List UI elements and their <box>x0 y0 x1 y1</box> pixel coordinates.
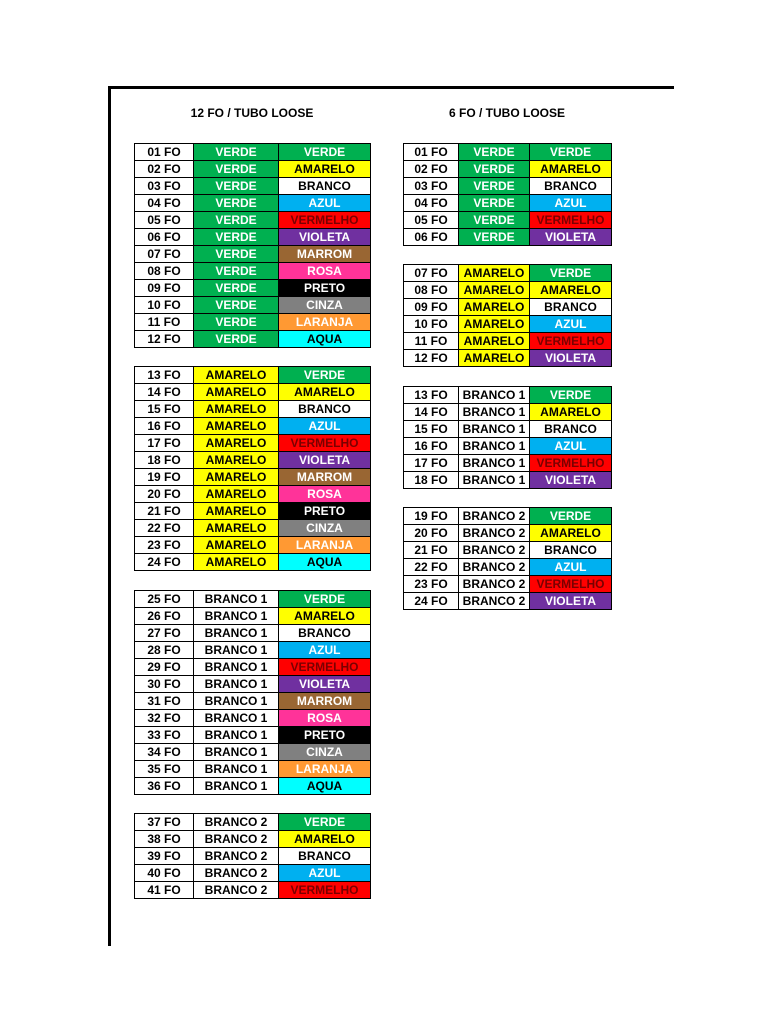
table-row <box>135 864 371 881</box>
table-row <box>404 212 612 229</box>
tube-color-cell: VERDE <box>194 144 279 161</box>
fiber-group-3 <box>134 590 371 795</box>
table-row <box>135 692 371 709</box>
fiber-color-cell: AZUL <box>279 418 371 435</box>
table-row <box>404 161 612 178</box>
table-row <box>404 420 612 437</box>
tube-color-cell: BRANCO 2 <box>194 881 279 898</box>
table-row <box>135 520 371 537</box>
tube-color-cell: AMARELO <box>194 554 279 571</box>
tube-color-cell: BRANCO 1 <box>194 658 279 675</box>
table-row <box>135 760 371 777</box>
fiber-color-cell: VERMELHO <box>279 658 371 675</box>
table-row <box>135 367 371 384</box>
fiber-color-cell: VERMELHO <box>530 333 612 350</box>
tube-color-cell: VERDE <box>459 161 530 178</box>
tube-color-cell: BRANCO 1 <box>194 760 279 777</box>
table-row <box>404 592 612 609</box>
table-row <box>135 229 371 246</box>
fiber-color-cell: VERMELHO <box>530 454 612 471</box>
table-row <box>135 435 371 452</box>
tube-color-cell: BRANCO 1 <box>194 624 279 641</box>
fiber-number-cell: 11 FO <box>135 314 194 331</box>
fiber-number-cell: 02 FO <box>135 161 194 178</box>
fiber-number-cell: 01 FO <box>404 144 459 161</box>
table-row <box>135 469 371 486</box>
table-row <box>404 454 612 471</box>
fiber-number-cell: 11 FO <box>404 333 459 350</box>
table-row <box>404 350 612 367</box>
heading-6fo: 6 FO / TUBO LOOSE <box>448 106 565 120</box>
fiber-color-cell: CINZA <box>279 297 371 314</box>
tube-color-cell: VERDE <box>194 263 279 280</box>
fiber-color-cell: MARROM <box>279 469 371 486</box>
table-row <box>135 384 371 401</box>
tube-color-cell: AMARELO <box>194 452 279 469</box>
fiber-color-cell: VERDE <box>279 813 371 830</box>
fiber-color-cell: VIOLETA <box>530 471 612 488</box>
fiber-color-cell: ROSA <box>279 709 371 726</box>
fiber-number-cell: 34 FO <box>135 743 194 760</box>
fiber-color-cell: BRANCO <box>530 420 612 437</box>
fiber-color-cell: VERMELHO <box>279 435 371 452</box>
fiber-color-cell: VERDE <box>530 265 612 282</box>
tube-color-cell: VERDE <box>194 331 279 348</box>
table-row <box>135 709 371 726</box>
fiber-number-cell: 31 FO <box>135 692 194 709</box>
tube-color-cell: VERDE <box>194 246 279 263</box>
fiber-number-cell: 17 FO <box>404 454 459 471</box>
tube-color-cell: BRANCO 1 <box>459 471 530 488</box>
fiber-number-cell: 07 FO <box>404 265 459 282</box>
table-row <box>404 558 612 575</box>
fiber-group-1 <box>134 143 371 348</box>
fiber-color-cell: VERDE <box>530 144 612 161</box>
fiber-color-cell: VIOLETA <box>530 592 612 609</box>
tube-color-cell: AMARELO <box>194 503 279 520</box>
table-row <box>135 624 371 641</box>
tube-color-cell: VERDE <box>194 297 279 314</box>
tube-color-cell: BRANCO 1 <box>194 641 279 658</box>
fiber-number-cell: 16 FO <box>404 437 459 454</box>
tube-color-cell: BRANCO 2 <box>194 847 279 864</box>
fiber-number-cell: 24 FO <box>135 554 194 571</box>
fiber-color-cell: MARROM <box>279 692 371 709</box>
fiber-number-cell: 08 FO <box>404 282 459 299</box>
fiber-color-cell: PRETO <box>279 503 371 520</box>
fiber-number-cell: 04 FO <box>404 195 459 212</box>
fiber-group-2 <box>134 366 371 571</box>
table-row <box>135 144 371 161</box>
fiber-color-cell: BRANCO <box>530 299 612 316</box>
fiber-color-cell: VERDE <box>530 386 612 403</box>
fiber-color-cell: AMARELO <box>530 161 612 178</box>
fiber-color-cell: AZUL <box>530 437 612 454</box>
tube-color-cell: VERDE <box>459 229 530 246</box>
fiber-color-cell: LARANJA <box>279 760 371 777</box>
tube-color-cell: AMARELO <box>194 401 279 418</box>
fiber-color-cell: BRANCO <box>279 624 371 641</box>
fiber-number-cell: 29 FO <box>135 658 194 675</box>
table-row <box>135 178 371 195</box>
fiber-color-cell: VERMELHO <box>530 212 612 229</box>
tube-color-cell: AMARELO <box>459 282 530 299</box>
fiber-number-cell: 24 FO <box>404 592 459 609</box>
table-row <box>404 178 612 195</box>
fiber-number-cell: 23 FO <box>404 575 459 592</box>
fiber-number-cell: 10 FO <box>404 316 459 333</box>
fiber-number-cell: 10 FO <box>135 297 194 314</box>
table-row <box>135 813 371 830</box>
fiber-color-cell: VERDE <box>279 144 371 161</box>
tube-color-cell: AMARELO <box>459 265 530 282</box>
fiber-number-cell: 17 FO <box>135 435 194 452</box>
fiber-number-cell: 25 FO <box>135 590 194 607</box>
tube-color-cell: AMARELO <box>194 486 279 503</box>
fiber-number-cell: 39 FO <box>135 847 194 864</box>
fiber-color-cell: AZUL <box>279 195 371 212</box>
fiber-color-cell: AMARELO <box>279 161 371 178</box>
table-row <box>135 830 371 847</box>
table-row <box>404 282 612 299</box>
fiber-color-cell: AZUL <box>279 864 371 881</box>
fiber-number-cell: 19 FO <box>404 507 459 524</box>
tube-color-cell: AMARELO <box>459 316 530 333</box>
tube-color-cell: AMARELO <box>194 537 279 554</box>
fiber-color-cell: BRANCO <box>530 178 612 195</box>
fiber-number-cell: 14 FO <box>404 403 459 420</box>
fiber-number-cell: 41 FO <box>135 881 194 898</box>
fiber-color-cell: AQUA <box>279 554 371 571</box>
table-row <box>135 658 371 675</box>
fiber-number-cell: 26 FO <box>135 607 194 624</box>
tube-color-cell: VERDE <box>194 212 279 229</box>
fiber-number-cell: 06 FO <box>135 229 194 246</box>
fiber-number-cell: 20 FO <box>135 486 194 503</box>
tube-color-cell: AMARELO <box>194 520 279 537</box>
table-row <box>404 386 612 403</box>
table-row <box>135 246 371 263</box>
fiber-group-4 <box>403 507 612 610</box>
fiber-color-cell: LARANJA <box>279 314 371 331</box>
table-row <box>135 401 371 418</box>
table-row <box>135 743 371 760</box>
table-row <box>135 777 371 794</box>
fiber-color-cell: CINZA <box>279 520 371 537</box>
tube-color-cell: AMARELO <box>194 418 279 435</box>
tube-color-cell: VERDE <box>194 280 279 297</box>
fiber-color-cell: AQUA <box>279 331 371 348</box>
fiber-number-cell: 35 FO <box>135 760 194 777</box>
fiber-number-cell: 36 FO <box>135 777 194 794</box>
table-row <box>404 316 612 333</box>
fiber-color-cell: MARROM <box>279 246 371 263</box>
fiber-number-cell: 38 FO <box>135 830 194 847</box>
table-row <box>404 144 612 161</box>
tube-color-cell: BRANCO 1 <box>194 709 279 726</box>
table-row <box>404 541 612 558</box>
tube-color-cell: BRANCO 2 <box>194 830 279 847</box>
table-12fo-per-tube <box>134 143 371 917</box>
tube-color-cell: VERDE <box>459 178 530 195</box>
table-row <box>135 554 371 571</box>
fiber-number-cell: 15 FO <box>404 420 459 437</box>
table-row <box>135 418 371 435</box>
table-row <box>404 437 612 454</box>
fiber-group-2 <box>403 264 612 367</box>
tube-color-cell: BRANCO 2 <box>459 558 530 575</box>
tube-color-cell: AMARELO <box>194 367 279 384</box>
table-row <box>135 847 371 864</box>
fiber-color-cell: VERDE <box>279 590 371 607</box>
fiber-number-cell: 14 FO <box>135 384 194 401</box>
table-row <box>135 195 371 212</box>
fiber-number-cell: 01 FO <box>135 144 194 161</box>
fiber-number-cell: 02 FO <box>404 161 459 178</box>
tube-color-cell: BRANCO 2 <box>194 813 279 830</box>
table-row <box>135 486 371 503</box>
table-row <box>135 314 371 331</box>
tube-color-cell: VERDE <box>194 195 279 212</box>
fiber-number-cell: 15 FO <box>135 401 194 418</box>
tube-color-cell: BRANCO 1 <box>459 386 530 403</box>
tube-color-cell: BRANCO 2 <box>459 575 530 592</box>
fiber-color-cell: VERDE <box>530 507 612 524</box>
fiber-number-cell: 12 FO <box>135 331 194 348</box>
fiber-number-cell: 18 FO <box>135 452 194 469</box>
table-row <box>135 297 371 314</box>
fiber-number-cell: 04 FO <box>135 195 194 212</box>
tube-color-cell: VERDE <box>194 178 279 195</box>
tube-color-cell: AMARELO <box>194 469 279 486</box>
table-row <box>404 403 612 420</box>
fiber-color-cell: VERMELHO <box>530 575 612 592</box>
tube-color-cell: VERDE <box>459 212 530 229</box>
table-row <box>404 575 612 592</box>
fiber-number-cell: 13 FO <box>135 367 194 384</box>
fiber-color-cell: ROSA <box>279 486 371 503</box>
tube-color-cell: BRANCO 1 <box>194 607 279 624</box>
fiber-number-cell: 22 FO <box>135 520 194 537</box>
tube-color-cell: VERDE <box>194 161 279 178</box>
fiber-number-cell: 21 FO <box>404 541 459 558</box>
fiber-number-cell: 33 FO <box>135 726 194 743</box>
fiber-color-cell: PRETO <box>279 726 371 743</box>
table-row <box>404 471 612 488</box>
fiber-number-cell: 22 FO <box>404 558 459 575</box>
fiber-group-4 <box>134 813 371 899</box>
fiber-color-cell: AMARELO <box>530 403 612 420</box>
tube-color-cell: BRANCO 1 <box>194 743 279 760</box>
fiber-color-cell: VIOLETA <box>279 229 371 246</box>
tube-color-cell: BRANCO 2 <box>459 507 530 524</box>
fiber-number-cell: 21 FO <box>135 503 194 520</box>
table-row <box>404 229 612 246</box>
fiber-number-cell: 05 FO <box>404 212 459 229</box>
table-row <box>135 263 371 280</box>
fiber-number-cell: 16 FO <box>135 418 194 435</box>
fiber-number-cell: 28 FO <box>135 641 194 658</box>
heading-12fo: 12 FO / TUBO LOOSE <box>190 106 314 120</box>
table-row <box>404 265 612 282</box>
page-frame-left-border <box>108 86 111 946</box>
tube-color-cell: BRANCO 1 <box>194 777 279 794</box>
tube-color-cell: AMARELO <box>459 333 530 350</box>
table-row <box>135 161 371 178</box>
fiber-number-cell: 19 FO <box>135 469 194 486</box>
table-6fo-per-tube <box>403 143 612 628</box>
fiber-color-cell: AZUL <box>530 316 612 333</box>
table-row <box>135 607 371 624</box>
fiber-color-cell: CINZA <box>279 743 371 760</box>
tube-color-cell: VERDE <box>459 195 530 212</box>
fiber-color-cell: VIOLETA <box>530 350 612 367</box>
fiber-number-cell: 03 FO <box>135 178 194 195</box>
tube-color-cell: BRANCO 1 <box>194 692 279 709</box>
table-row <box>135 331 371 348</box>
fiber-color-cell: VIOLETA <box>530 229 612 246</box>
fiber-number-cell: 23 FO <box>135 537 194 554</box>
fiber-color-cell: BRANCO <box>279 178 371 195</box>
table-row <box>404 524 612 541</box>
fiber-number-cell: 37 FO <box>135 813 194 830</box>
fiber-number-cell: 13 FO <box>404 386 459 403</box>
tube-color-cell: BRANCO 1 <box>459 454 530 471</box>
tube-color-cell: AMARELO <box>459 299 530 316</box>
fiber-number-cell: 27 FO <box>135 624 194 641</box>
fiber-color-cell: VERDE <box>279 367 371 384</box>
fiber-number-cell: 05 FO <box>135 212 194 229</box>
fiber-color-cell: AMARELO <box>530 282 612 299</box>
tube-color-cell: BRANCO 1 <box>459 403 530 420</box>
table-row <box>135 675 371 692</box>
tube-color-cell: VERDE <box>194 314 279 331</box>
fiber-color-cell: VIOLETA <box>279 675 371 692</box>
fiber-color-cell: LARANJA <box>279 537 371 554</box>
fiber-color-cell: BRANCO <box>279 847 371 864</box>
fiber-number-cell: 08 FO <box>135 263 194 280</box>
tube-color-cell: BRANCO 2 <box>194 864 279 881</box>
table-row <box>135 537 371 554</box>
fiber-color-cell: AZUL <box>530 195 612 212</box>
fiber-color-cell: PRETO <box>279 280 371 297</box>
fiber-number-cell: 03 FO <box>404 178 459 195</box>
fiber-number-cell: 09 FO <box>404 299 459 316</box>
fiber-number-cell: 06 FO <box>404 229 459 246</box>
fiber-color-cell: AMARELO <box>530 524 612 541</box>
table-row <box>135 503 371 520</box>
table-row <box>404 299 612 316</box>
fiber-color-cell: AZUL <box>530 558 612 575</box>
fiber-color-cell: AZUL <box>279 641 371 658</box>
fiber-group-3 <box>403 386 612 489</box>
table-row <box>135 590 371 607</box>
table-row <box>135 726 371 743</box>
fiber-color-cell: AMARELO <box>279 607 371 624</box>
tube-color-cell: BRANCO 1 <box>459 437 530 454</box>
tube-color-cell: AMARELO <box>194 384 279 401</box>
tube-color-cell: BRANCO 2 <box>459 592 530 609</box>
fiber-number-cell: 40 FO <box>135 864 194 881</box>
fiber-color-cell: AMARELO <box>279 830 371 847</box>
tube-color-cell: BRANCO 1 <box>459 420 530 437</box>
tube-color-cell: BRANCO 1 <box>194 726 279 743</box>
fiber-color-cell: VERMELHO <box>279 881 371 898</box>
fiber-number-cell: 20 FO <box>404 524 459 541</box>
table-row <box>135 881 371 898</box>
fiber-color-cell: AQUA <box>279 777 371 794</box>
tube-color-cell: BRANCO 2 <box>459 524 530 541</box>
tube-color-cell: VERDE <box>194 229 279 246</box>
page-frame-top-border <box>108 86 674 89</box>
fiber-color-cell: VIOLETA <box>279 452 371 469</box>
table-row <box>135 452 371 469</box>
tube-color-cell: BRANCO 1 <box>194 590 279 607</box>
table-row <box>404 195 612 212</box>
tube-color-cell: AMARELO <box>459 350 530 367</box>
fiber-color-cell: ROSA <box>279 263 371 280</box>
table-row <box>135 641 371 658</box>
table-row <box>135 212 371 229</box>
fiber-number-cell: 09 FO <box>135 280 194 297</box>
tube-color-cell: VERDE <box>459 144 530 161</box>
table-row <box>135 280 371 297</box>
fiber-number-cell: 12 FO <box>404 350 459 367</box>
fiber-number-cell: 18 FO <box>404 471 459 488</box>
fiber-color-cell: VERMELHO <box>279 212 371 229</box>
tube-color-cell: BRANCO 1 <box>194 675 279 692</box>
fiber-group-1 <box>403 143 612 246</box>
table-row <box>404 507 612 524</box>
fiber-color-cell: AMARELO <box>279 384 371 401</box>
tube-color-cell: AMARELO <box>194 435 279 452</box>
tube-color-cell: BRANCO 2 <box>459 541 530 558</box>
fiber-number-cell: 07 FO <box>135 246 194 263</box>
fiber-number-cell: 32 FO <box>135 709 194 726</box>
fiber-color-cell: BRANCO <box>279 401 371 418</box>
fiber-color-cell: BRANCO <box>530 541 612 558</box>
fiber-number-cell: 30 FO <box>135 675 194 692</box>
table-row <box>404 333 612 350</box>
